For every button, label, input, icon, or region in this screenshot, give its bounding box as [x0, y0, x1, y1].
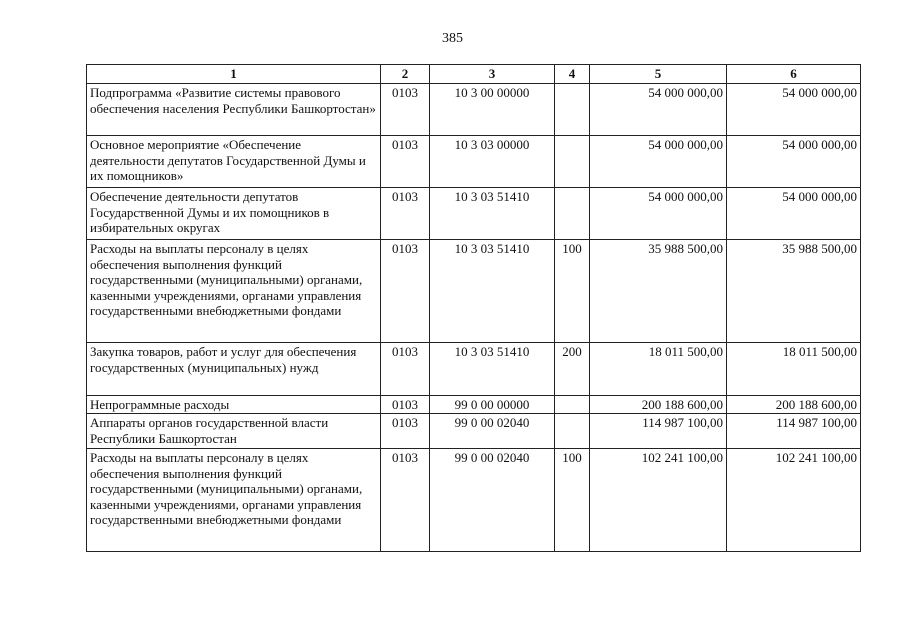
expense-type	[555, 188, 590, 240]
amount-col5: 114 987 100,00	[590, 414, 727, 449]
column-header: 4	[555, 65, 590, 84]
expense-name: Закупка товаров, работ и услуг для обеспечения государственных (муниципальных) нужд	[87, 343, 381, 396]
target-article: 10 3 03 00000	[430, 136, 555, 188]
table-row	[87, 449, 861, 552]
column-header: 5	[590, 65, 727, 84]
column-header: 2	[381, 65, 430, 84]
amount-col5: 200 188 600,00	[590, 396, 727, 414]
amount-col6: 18 011 500,00	[727, 343, 861, 396]
section-code: 0103	[381, 84, 430, 136]
expense-name: Расходы на выплаты персоналу в целях обеспечения выполнения функций государственными (муниципальными) органами, казенными учреждениями, органами управления государственными внебюджетными фондами	[87, 240, 381, 343]
section-code: 0103	[381, 240, 430, 343]
target-article: 99 0 00 02040	[430, 449, 555, 552]
amount-col6: 54 000 000,00	[727, 188, 861, 240]
amount-col6: 54 000 000,00	[727, 136, 861, 188]
expense-name: Расходы на выплаты персоналу в целях обеспечения выполнения функций государственными (муниципальными) органами, казенными учреждениями, органами управления государственными внебюджетными фондами	[87, 449, 381, 552]
section-code: 0103	[381, 136, 430, 188]
amount-col5: 54 000 000,00	[590, 188, 727, 240]
expense-name: Непрограммные расходы	[87, 396, 381, 414]
target-article: 99 0 00 00000	[430, 396, 555, 414]
amount-col6: 200 188 600,00	[727, 396, 861, 414]
table-row	[87, 343, 861, 396]
section-code: 0103	[381, 188, 430, 240]
amount-col5: 35 988 500,00	[590, 240, 727, 343]
section-code: 0103	[381, 449, 430, 552]
target-article: 10 3 03 51410	[430, 188, 555, 240]
table-row	[87, 414, 861, 449]
amount-col5: 54 000 000,00	[590, 84, 727, 136]
amount-col6: 102 241 100,00	[727, 449, 861, 552]
table-header-row	[87, 65, 861, 84]
expense-type: 100	[555, 240, 590, 343]
expense-type: 200	[555, 343, 590, 396]
amount-col6: 114 987 100,00	[727, 414, 861, 449]
expense-name: Аппараты органов государственной власти Республики Башкортостан	[87, 414, 381, 449]
amount-col5: 102 241 100,00	[590, 449, 727, 552]
amount-col6: 35 988 500,00	[727, 240, 861, 343]
table-row	[87, 136, 861, 188]
target-article: 99 0 00 02040	[430, 414, 555, 449]
table-row	[87, 188, 861, 240]
amount-col6: 54 000 000,00	[727, 84, 861, 136]
expense-type	[555, 84, 590, 136]
budget-table	[86, 64, 861, 552]
expense-type	[555, 396, 590, 414]
expense-type	[555, 136, 590, 188]
amount-col5: 18 011 500,00	[590, 343, 727, 396]
page-number: 385	[442, 31, 463, 46]
table-row	[87, 84, 861, 136]
section-code: 0103	[381, 396, 430, 414]
expense-name: Основное мероприятие «Обеспечение деятельности депутатов Государственной Думы и их помощников»	[87, 136, 381, 188]
expense-name: Подпрограмма «Развитие системы правового обеспечения населения Республики Башкортостан»	[87, 84, 381, 136]
table-row	[87, 240, 861, 343]
expense-type: 100	[555, 449, 590, 552]
target-article: 10 3 00 00000	[430, 84, 555, 136]
amount-col5: 54 000 000,00	[590, 136, 727, 188]
column-header: 1	[87, 65, 381, 84]
expense-name: Обеспечение деятельности депутатов Государственной Думы и их помощников в избирательных округах	[87, 188, 381, 240]
expense-type	[555, 414, 590, 449]
column-header: 3	[430, 65, 555, 84]
section-code: 0103	[381, 343, 430, 396]
column-header: 6	[727, 65, 861, 84]
table-row	[87, 396, 861, 414]
target-article: 10 3 03 51410	[430, 343, 555, 396]
section-code: 0103	[381, 414, 430, 449]
target-article: 10 3 03 51410	[430, 240, 555, 343]
